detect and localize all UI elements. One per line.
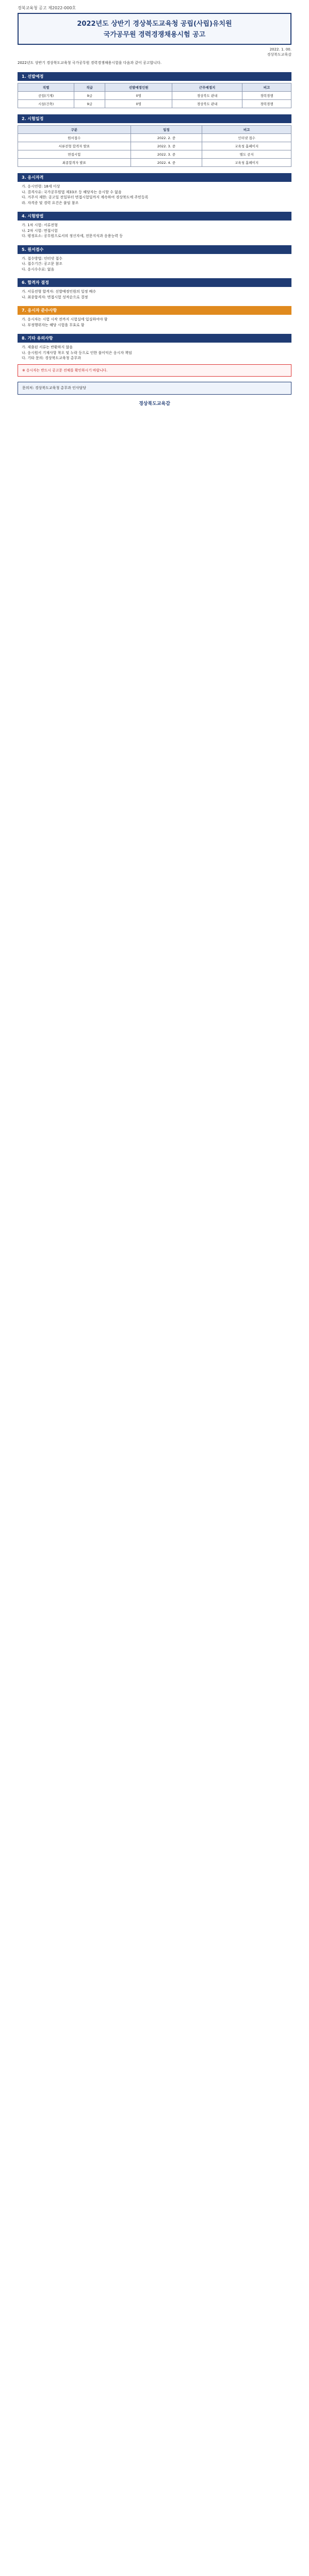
section-1-header: 1. 선발예정 <box>18 72 291 81</box>
schedule-header-cell: 구분 <box>18 126 131 134</box>
table-cell: 9급 <box>74 100 105 108</box>
table-cell: 원서접수 <box>18 134 131 142</box>
table-row <box>18 100 291 108</box>
list-item: 가. 응시연령: 18세 이상 <box>22 184 60 189</box>
table-cell: 2022. 3. 중 <box>131 142 202 150</box>
recruit-header-cell: 직렬 <box>18 83 74 92</box>
list-item: 나. 응시원서 기재사항 착오 및 누락 등으로 인한 불이익은 응시자 책임 <box>22 350 132 355</box>
list-item: 가. 접수방법: 인터넷 접수 <box>22 256 62 261</box>
list-item: 라. 자격증 및 경력 요건은 붙임 참조 <box>22 200 79 205</box>
title-line-1: 2022년도 상반기 경상북도교육청 공립(사립)유치원 <box>77 20 232 28</box>
list-item: 가. 서류전형 합격자: 선발예정인원의 일정 배수 <box>22 290 96 294</box>
table-row <box>18 150 291 159</box>
recruit-header-cell: 비고 <box>242 83 291 92</box>
title-line-2: 국가공무원 경력경쟁채용시험 공고 <box>103 31 206 39</box>
list-item: 가. 제출된 서류는 반환하지 않음 <box>22 345 73 349</box>
list-item: 나. 최종합격자: 면접시험 성적순으로 결정 <box>22 295 88 299</box>
list-item: 다. 거주지 제한: 공고일 전일부터 면접시험일까지 계속하여 경상북도에 주민등록 <box>22 195 149 199</box>
table-cell: 9급 <box>74 92 105 100</box>
table-cell: 경상북도 관내 <box>172 100 242 108</box>
table-cell: 서류전형 합격자 발표 <box>18 142 131 150</box>
schedule-header-cell: 일정 <box>131 126 202 134</box>
table-cell: 별도 공지 <box>202 150 291 159</box>
table-cell: 시설(건축) <box>18 100 74 108</box>
signature: 경상북도교육감 <box>139 401 170 406</box>
recruit-table <box>18 83 291 108</box>
recruit-header-cell: 직급 <box>74 83 105 92</box>
contact-box: 문의처: 경상북도교육청 총무과 인사담당 <box>18 382 291 395</box>
section-4-header: 4. 시험방법 <box>18 212 291 221</box>
section-8-header: 8. 기타 유의사항 <box>18 334 291 343</box>
notice-meta <box>18 47 291 57</box>
list-item: 나. 부정행위자는 해당 시험을 무효로 함 <box>22 323 85 327</box>
table-cell: 면접시험 <box>18 150 131 159</box>
list-item: 나. 결격사유: 국가공무원법 제33조 등 해당자는 응시할 수 없음 <box>22 190 122 194</box>
table-cell: 2022. 2. 중 <box>131 134 202 142</box>
table-cell: 교육청 홈페이지 <box>202 142 291 150</box>
list-item: 다. 응시수수료: 없음 <box>22 267 55 272</box>
schedule-table <box>18 125 291 167</box>
table-cell: 0명 <box>105 92 172 100</box>
table-cell: 인터넷 접수 <box>202 134 291 142</box>
notice-issuer: 경상북도교육감 <box>267 53 291 57</box>
recruit-header-cell: 선발예정인원 <box>105 83 172 92</box>
list-item: 나. 2차 시험: 면접시험 <box>22 228 58 233</box>
table-cell: 교육청 홈페이지 <box>202 159 291 167</box>
list-item: 다. 기타 문의: 경상북도교육청 총무과 <box>22 356 81 360</box>
table-cell: 경상북도 관내 <box>172 92 242 100</box>
warning-box: ※ 응시자는 반드시 공고문 전체를 확인하시기 바랍니다. <box>18 364 291 377</box>
notice-number: 경북교육청 공고 제2022-000호 <box>18 6 76 10</box>
notice-date: 2022. 1. 00. <box>269 47 291 52</box>
list-item: 다. 평정요소: 공무원으로서의 정신자세, 전문지식과 응용능력 등 <box>22 234 123 238</box>
table-row <box>18 92 291 100</box>
table-cell: 경력경쟁 <box>242 100 291 108</box>
table-cell: 공업(기계) <box>18 92 74 100</box>
table-row <box>18 142 291 150</box>
list-item: 나. 접수기간: 공고문 참조 <box>22 262 62 266</box>
table-row <box>18 134 291 142</box>
list-item: 가. 1차 시험: 서류전형 <box>22 223 58 227</box>
table-cell: 2022. 4. 중 <box>131 159 202 167</box>
recruit-header-cell: 근무예정지 <box>172 83 242 92</box>
section-3-header: 3. 응시자격 <box>18 173 291 182</box>
schedule-header-cell: 비고 <box>202 126 291 134</box>
section-2-header: 2. 시험일정 <box>18 114 291 123</box>
table-cell: 2022. 3. 중 <box>131 150 202 159</box>
table-cell: 최종합격자 발표 <box>18 159 131 167</box>
title-box <box>18 13 291 45</box>
table-cell: 0명 <box>105 100 172 108</box>
section-5-header: 5. 원서접수 <box>18 245 291 254</box>
table-row <box>18 159 291 167</box>
section-6-header: 6. 합격자 결정 <box>18 278 291 287</box>
section-7-header: 7. 응시자 준수사항 <box>18 306 291 315</box>
intro-text: 2022년도 상반기 경상북도교육청 국가공무원 경력경쟁채용시험을 다음과 같이 공고합니다. <box>18 61 162 65</box>
table-cell: 경력경쟁 <box>242 92 291 100</box>
list-item: 가. 응시자는 시험 시작 전까지 시험실에 입실하여야 함 <box>22 317 108 321</box>
